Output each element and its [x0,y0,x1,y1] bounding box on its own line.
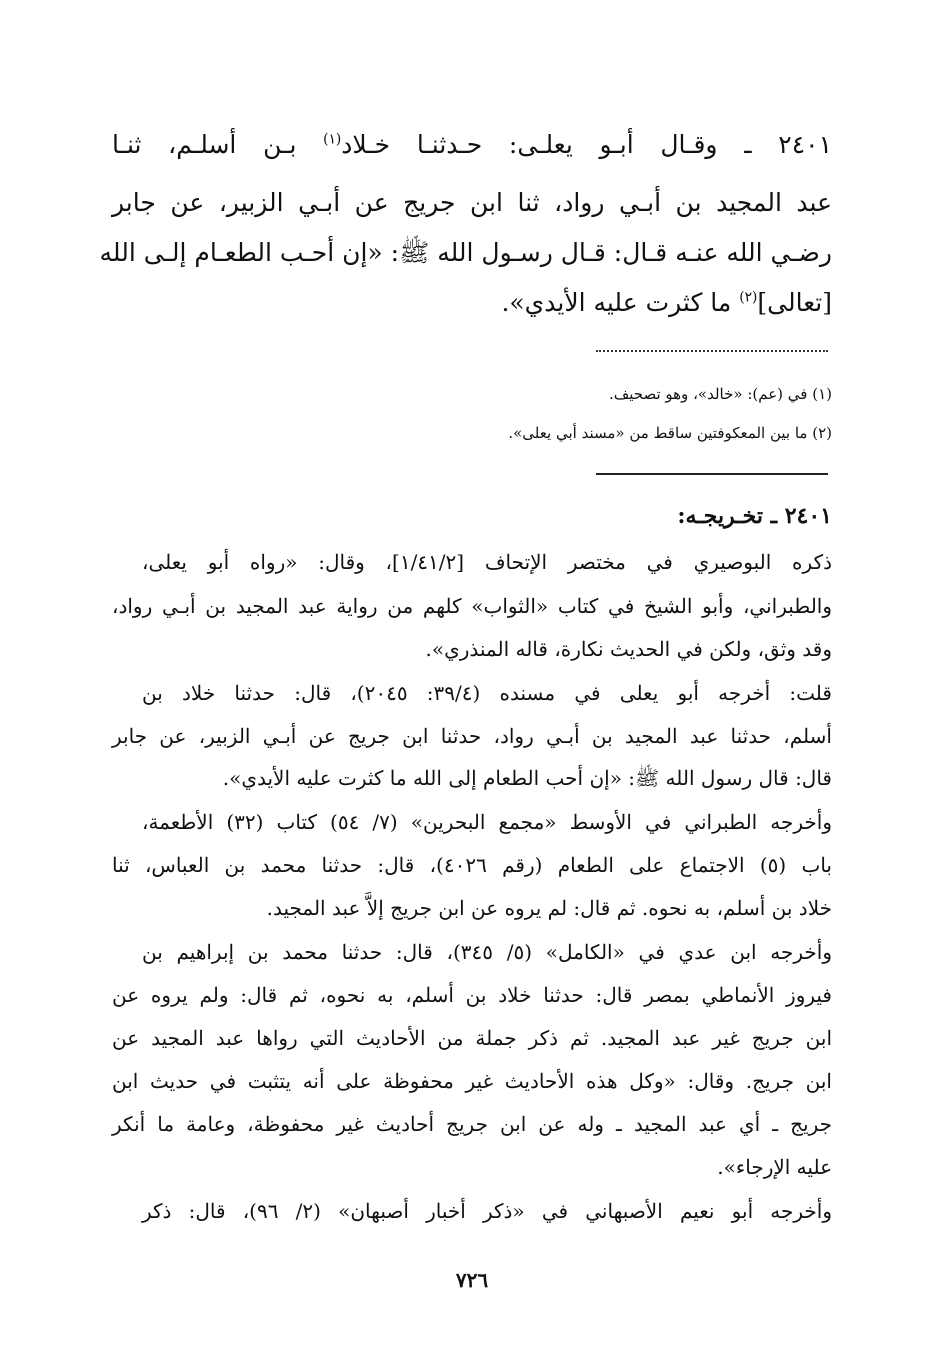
footnote-mark: (٢) [739,289,758,306]
paragraph-line: وقد وثق، ولكن في الحديث نكارة، قاله المنذري». [425,637,832,661]
paragraph-line: وأخرجه ابن عدي في «الكامل» (٥/ ٣٤٥)، قال: حدثنا محمد بن إبراهيم بن [142,940,832,964]
paragraph-line: والطبراني، وأبو الشيخ في كتاب «الثواب» كلهم من رواية عبد المجيد بن أبـي رواد، [112,594,832,618]
hadith-line-3: رضـي الله عنـه قـال: قـال رسـول الله ﷺ: «إن أحـب الطعـام إلـى الله [99,238,832,267]
paragraph-line: خلاد بن أسلم، به نحوه. ثم قال: لم يروه عن ابن جريج إلاَّ عبد المجيد. [266,896,832,920]
paragraph-line: قال: قال رسول الله ﷺ: «إن أحب الطعام إلى الله ما كثرت عليه الأيدي». [222,766,832,790]
paragraph-line: قلت: أخرجه أبو يعلى في مسنده (٣٩/٤: ٢٠٤٥)، قال: حدثنا خلاد بن [142,681,832,705]
paragraph-line: ابن جريج غير عبد المجيد. ثم ذكر جملة من الأحاديث التي رواها عبد المجيد عن [112,1026,832,1050]
paragraph-line: وأخرجه أبو نعيم الأصبهاني في «ذكر أخبار أصبهان» (٢/ ٩٦)، قال: ذكر [142,1199,832,1223]
paragraph-line: ابن جريج. وقال: «وكل هذه الأحاديث غير محفوظة على أنه يتثبت في حديث ابن [112,1069,832,1093]
paragraph-line: أسلم، حدثنا عبد المجيد بن أبـي رواد، حدثنا ابن جريج عن أبـي الزبير، عن جابر [112,724,832,748]
hadith-text: وقـال أبـو يعلـى: حـدثنـا خـلاد [341,130,718,159]
hadith-text: بـن أسلـم، ثنـا [112,130,297,159]
paragraph-line: وأخرجه الطبراني في الأوسط «مجمع البحرين» (٧/ ٥٤) كتاب (٣٢) الأطعمة، [142,810,832,834]
hadith-line-2: عبد المجيد بن أبـي رواد، ثنا ابن جريج عن أبـي الزبير، عن جابر [112,188,832,217]
hadith-number: ٢٤٠١ ـ [744,130,832,159]
paragraph-line: عليه الإرجاء». [717,1155,832,1179]
footnote: (١) في (عم): «خالد»، وهو تصحيف. [608,385,832,403]
hadith-text: ما كثرت عليه الأيدي». [501,288,732,317]
hadith-line-4 [112,290,832,315]
section-rule [596,473,828,475]
footnote-separator [596,350,828,352]
paragraph-line: ذكره البوصيري في مختصر الإتحاف [١/٤١/٢]، وقال: «رواه أبو يعلى، [142,550,832,574]
takhrij-heading: ٢٤٠١ ـ تخـريجـه: [677,503,832,529]
paragraph-line: باب (٥) الاجتماع على الطعام (رقم ٤٠٢٦)، قال: حدثنا محمد بن العباس، ثنا [112,853,832,877]
hadith-line-1 [112,132,832,157]
page-number: ٧٢٦ [455,1268,489,1292]
hadith-text: [تعالى] [757,288,832,317]
footnote-mark: (١) [323,131,342,148]
footnote: (٢) ما بين المعكوفتين ساقط من «مسند أبي يعلى». [508,424,832,442]
paragraph-line: جريج ـ أي عبد المجيد ـ وله عن ابن جريج أحاديث غير محفوظة، وعامة ما أنكر [112,1112,832,1136]
paragraph-line: فيروز الأنماطي بمصر قال: حدثنا خلاد بن أسلم، به نحوه، ثم قال: ولم يروه عن [112,983,832,1007]
